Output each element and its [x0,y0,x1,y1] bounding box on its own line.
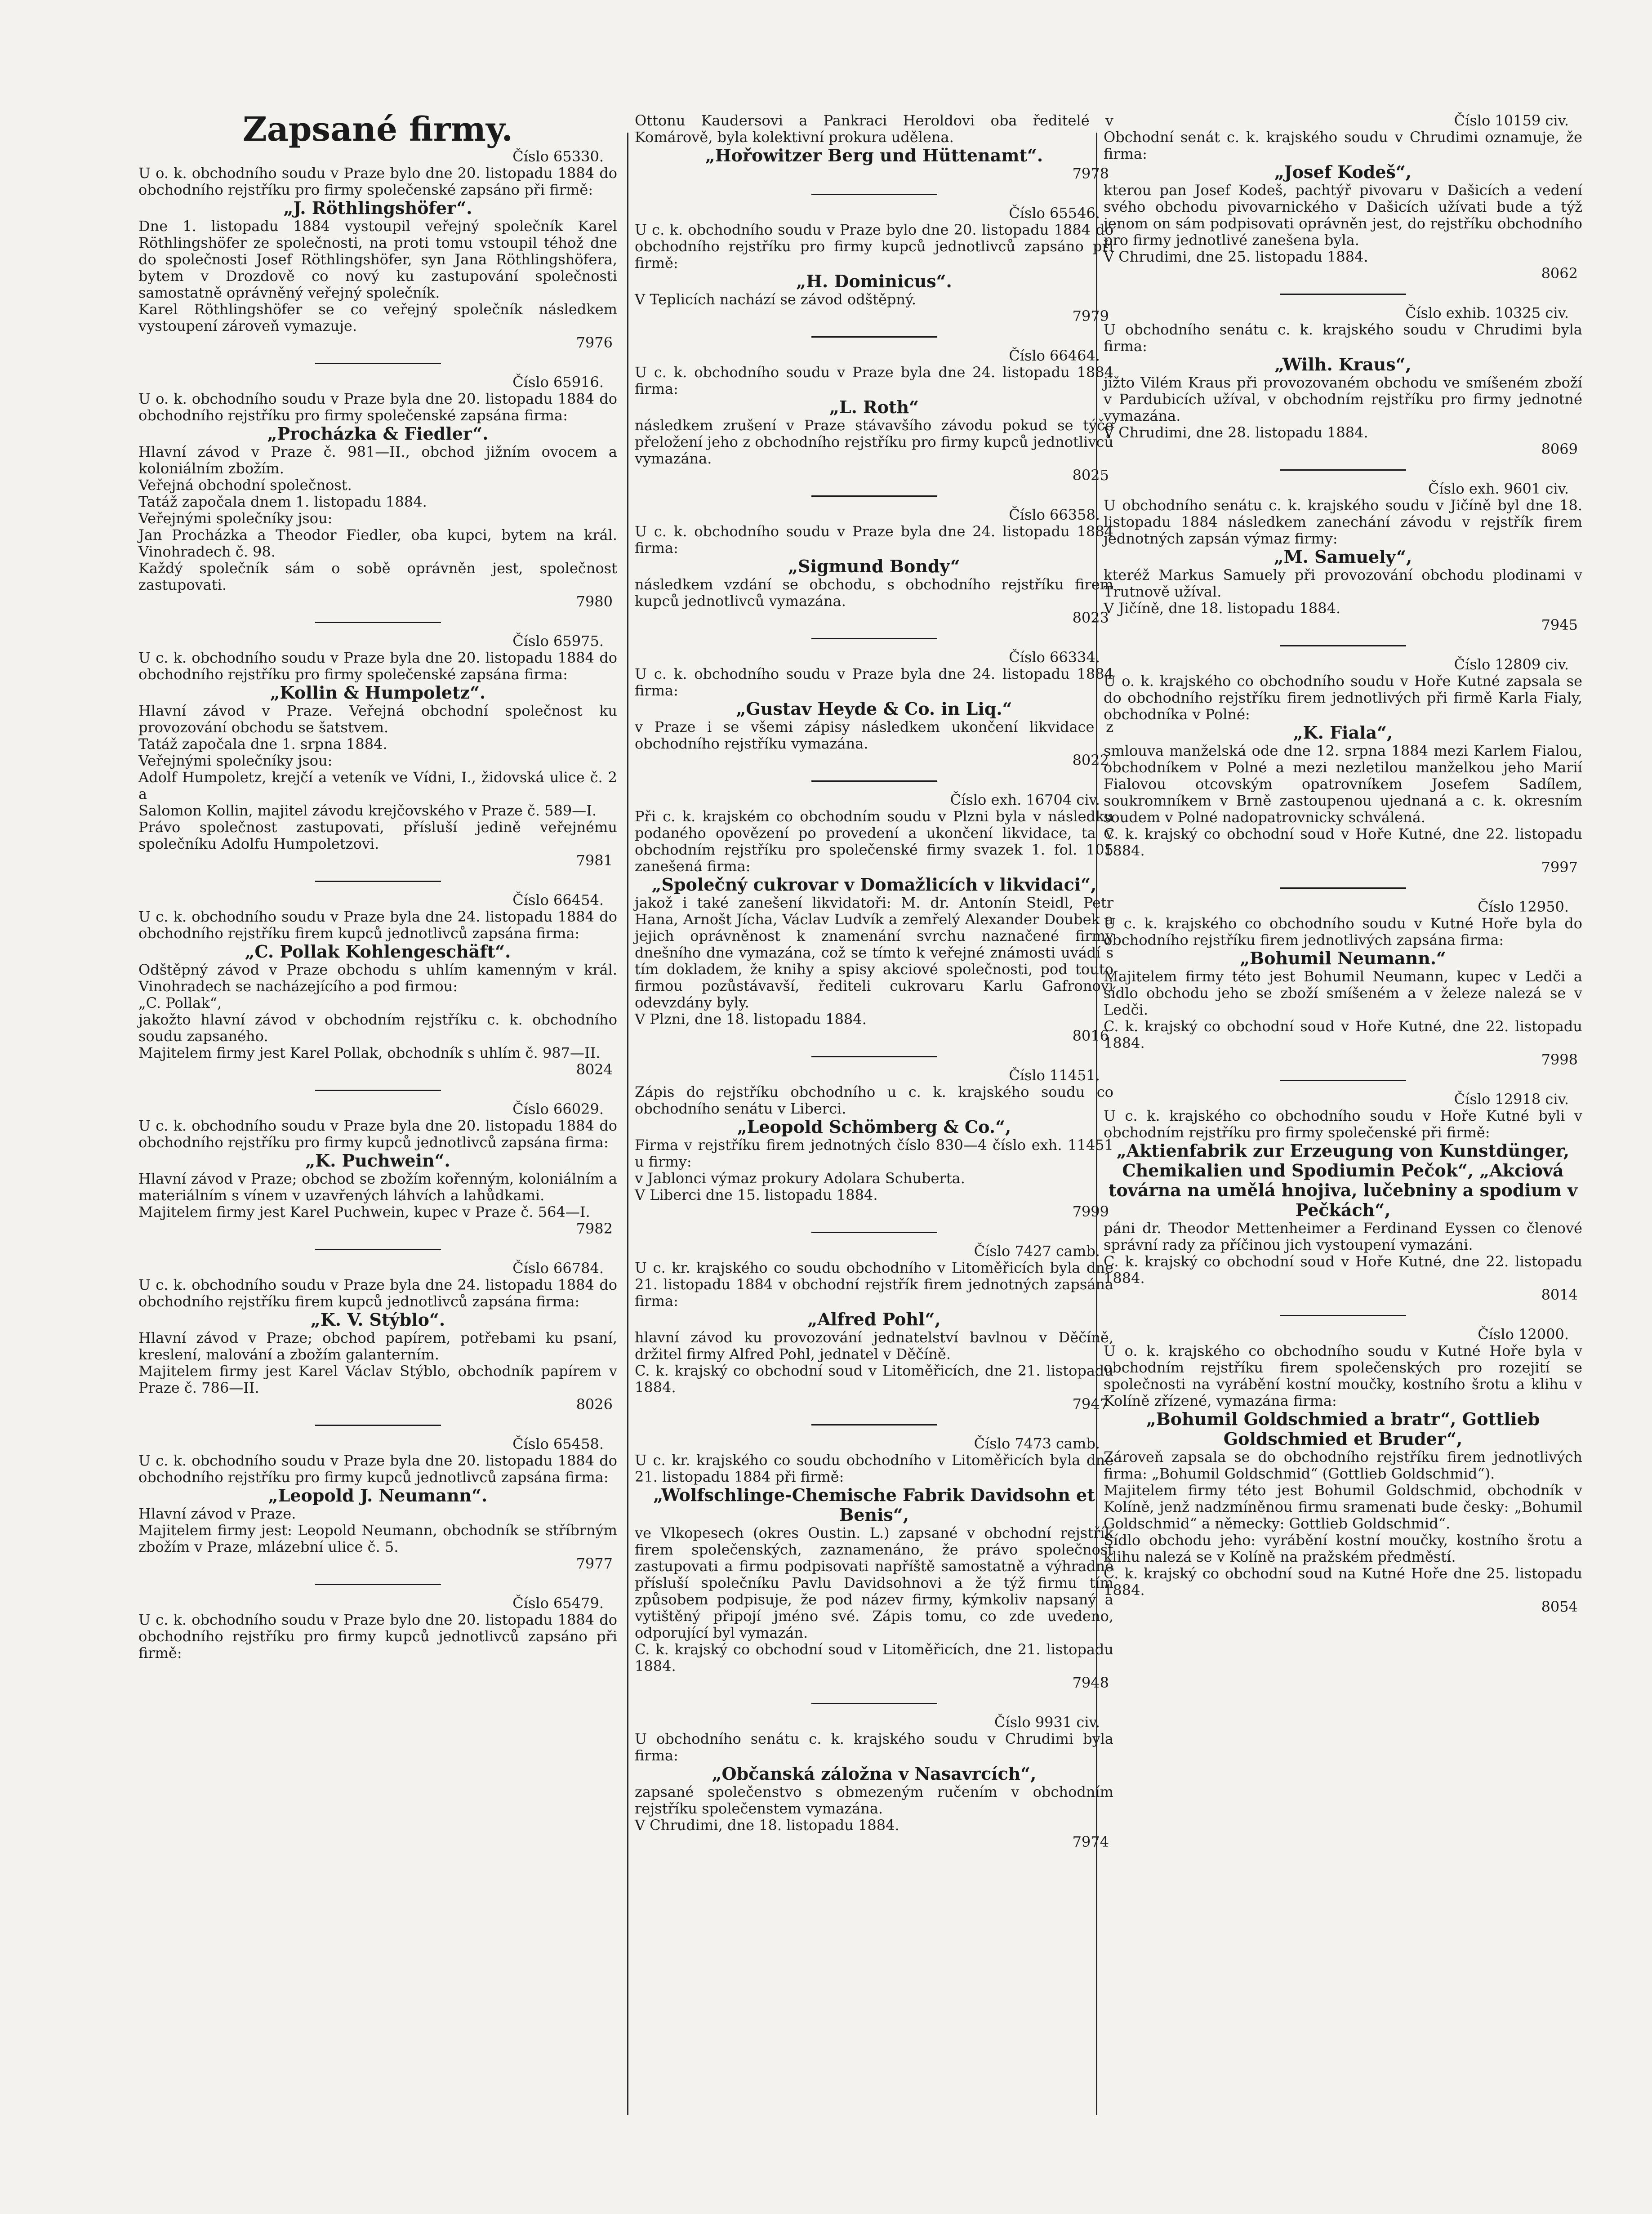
register-entry [635,1243,1113,1412]
entry-number: Číslo exhib. 10325 civ. [1405,304,1569,321]
entry-reference: 7981 [576,852,613,869]
firm-name: „K. Puchwein“. [305,1150,450,1171]
register-entry [635,507,1113,626]
entry-reference: 7948 [1072,1674,1109,1691]
entry-text: Hlavní závod v Praze. Veřejná obchodní společnost ku provozování obchodu se šatstvem. [138,702,617,736]
entry-separator [1280,469,1406,471]
entry-text: U c. k. obchodního soudu v Praze byla dne 20. listopadu 1884 do obchodního rejstříku pro firmy kupců jednotlivců zapsána firma: [138,1117,617,1151]
entry-text: zapsané společenstvo s obmezeným ručením v obchodním rejstříku společenstem vymazána. [635,1783,1113,1817]
entry-text: v Praze i se všemi zápisy následkem ukončení likvidace z obchodního rejstříku vymazána. [635,718,1113,752]
entry-reference: 7997 [1541,859,1578,876]
entry-text: V Teplicích nachází se závod odštěpný. [635,291,916,308]
firm-name: „K. Fiala“, [1293,722,1393,743]
entry-text: Veřejnými společníky jsou: [138,510,333,527]
entry-text: následkem vzdání se obchodu, s obchodního rejstříku firem kupců jednotlivců vymazána. [635,576,1113,610]
register-entry [138,1260,617,1413]
entry-separator [811,638,937,639]
entry-reference: 7979 [1072,307,1109,325]
entry-text: Majitelem firmy této jest Bohumil Neumann, kupec v Ledči a sídlo obchodu jeho se zboží smíšeném a v železe nalezá se v Ledči. [1104,968,1582,1018]
entry-text: Zápis do rejstříku obchodního u c. k. krajského soudu co obchodního senátu v Liberci. [635,1083,1113,1117]
entry-text: Tatáž započala dne 1. srpna 1884. [138,735,387,753]
entry-text: Obchodní senát c. k. krajského soudu v Chrudimi oznamuje, že firma: [1104,129,1582,162]
entry-separator [811,780,937,782]
entry-text: V Chrudimi, dne 28. listopadu 1884. [1104,424,1368,441]
entry-text: U c. k. obchodního soudu v Praze byla dne 24. listopadu 1884 firma: [635,665,1113,699]
entry-text: U o. k. krajského co obchodního soudu v Kutné Hoře byla v obchodním rejstříku firem společenských pro rozejití se společnosti na vyrábění kostní moučky, kostního šrotu a klihu v Kolíně zřízené, vymazána firma: [1104,1342,1582,1409]
entry-text: C. k. krajský co obchodní soud v Hoře Kutné, dne 22. listopadu 1884. [1104,825,1582,859]
entry-separator [1280,645,1406,646]
entry-reference: 8016 [1072,1027,1109,1044]
entry-number: Číslo 66454. [512,891,604,909]
entry-text: C. k. krajský co obchodní soud na Kutné Hoře dne 25. listopadu 1884. [1104,1565,1582,1599]
register-entry [635,1435,1113,1691]
entry-number: Číslo exh. 16704 civ. [950,791,1100,808]
entry-reference: 7998 [1541,1051,1578,1068]
entry-text: kterou pan Josef Kodeš, pachtýř pivovaru v Dašicích a vedení svého obchodu pivovarnického v Dašicích užívati bude a týž jenom on sám podpisovati oprávněn jest, do rejstříku obchodního pro firmy jednotlivé zanešena byla. [1104,182,1582,249]
entry-text: následkem zrušení v Praze stávavšího závodu pokud se týče přeložení jeho z obchodního rejstříku pro firmy kupců jednotlivců vymazána. [635,417,1113,467]
entry-text: U c. k. obchodního soudu v Praze bylo dne 20. listopadu 1884 do obchodního rejstříku pro firmy kupců jednotlivců zapsáno při firmě: [635,221,1113,272]
register-entry [1104,656,1582,876]
entry-number: Číslo 7473 camb. [974,1435,1100,1452]
entry-reference: 8022 [1072,752,1109,769]
entry-reference: 7977 [576,1555,613,1572]
entry-text: U c. k. obchodního soudu v Praze byla dne 24. listopadu 1884 firma: [635,364,1113,397]
entry-reference: 8026 [576,1396,613,1413]
entry-separator [811,495,937,497]
firm-name: „K. V. Stýblo“. [310,1310,445,1330]
entry-text: U obchodního senátu c. k. krajského soudu v Jičíně byl dne 18. listopadu 1884 následkem zanechání závodu v rejstřík firem jednotných zapsán výmaz firmy: [1104,497,1582,547]
entry-reference: 7980 [576,593,613,610]
entry-text: Hlavní závod v Praze č. 981—II., obchod jižním ovocem a koloniálním zbožím. [138,443,617,477]
entry-number: Číslo 65546. [1009,205,1100,222]
entry-text: Ottonu Kaudersovi a Pankraci Heroldovi oba ředitelé v Komárově, byla kolektivní prokura udělena. [635,112,1113,146]
entry-text: V Jičíně, dne 18. listopadu 1884. [1104,600,1341,617]
entry-reference: 8025 [1072,467,1109,484]
section-title: Zapsané firmy. [242,110,513,149]
entry-text: U c. k. obchodního soudu v Praze byla dne 24. listopadu 1884 firma: [635,523,1113,557]
register-entry [1104,1326,1582,1615]
entry-text: C. k. krajský co obchodní soud v Hoře Kutné, dne 22. listopadu 1884. [1104,1018,1582,1051]
entry-text: kteréž Markus Samuely při provozování obchodu plodinami v Trutnově užíval. [1104,566,1582,600]
firm-name: „Bohumil Goldschmied a bratr“, Gottlieb Goldschmied et Bruder“, [1146,1409,1540,1449]
register-entry [635,649,1113,769]
firm-name: „Kollin & Humpoletz“. [270,682,486,703]
register-entry [1104,1091,1582,1303]
entry-number: Číslo 65458. [512,1435,604,1452]
register-entry [635,1714,1113,1850]
entry-text: smlouva manželská ode dne 12. srpna 1884 mezi Karlem Fialou, obchodníkem v Polné a mezi nezletilou manželkou jeho Marií Fialovou otcovským opatrovníkem Josefem Sadílem, soukromníkem v Brně zastoupenou ujednaná a c. k. okresním soudem v Polné nadopatrovnicky schválená. [1104,742,1582,826]
entry-number: Číslo 66464. [1009,347,1100,364]
firm-name: „Procházka & Fiedler“. [267,423,489,444]
firm-name: „Gustav Heyde & Co. in Liq.“ [736,699,1012,719]
entry-text: Tatáž započala dnem 1. listopadu 1884. [138,493,427,510]
entry-text: páni dr. Theodor Mettenheimer a Ferdinand Eyssen co členové správní rady za příčinou jich vystoupení vymazáni. [1104,1220,1582,1253]
entry-text: V Liberci dne 15. listopadu 1884. [635,1186,878,1203]
entry-number: Číslo 11451. [1009,1067,1100,1084]
entry-text: Dne 1. listopadu 1884 vystoupil veřejný společník Karel Röthlingshöfer ze společnosti, na proti tomu vstoupil téhož dne do společnosti Josef Röthlingshöfer, syn Jana Röthlingshöfera, bytem v Drozdově co nový ku zastupování společnosti samostatně oprávněný veřejný společník. [138,218,617,301]
entry-number: Číslo 12000. [1478,1326,1569,1343]
entry-separator [315,1249,441,1250]
entry-reference: 7976 [576,334,613,351]
register-entry [1104,305,1582,458]
entry-text: U c. kr. krajského co soudu obchodního v Litoměřicích byla dne 21. listopadu 1884 při firmě: [635,1452,1113,1485]
entry-reference: 8014 [1541,1286,1578,1303]
entry-separator [1280,887,1406,889]
entry-text: U c. k. obchodního soudu v Praze byla dne 24. listopadu 1884 do obchodního rejstříku firem kupců jednotlivců zapsána firma: [138,908,617,942]
register-entry [635,205,1113,325]
entry-separator [315,1425,441,1426]
entry-separator [811,194,937,195]
entry-number: Číslo 66029. [512,1100,604,1118]
entry-text: U c. kr. krajského co soudu obchodního v Litoměřicích byla dne 21. listopadu 1884 v obchodní rejstřík firem jednotných zapsána firma: [635,1259,1113,1310]
register-entry [138,892,617,1078]
column-3 [1104,112,1582,1627]
entry-separator [315,622,441,623]
entry-text: V Chrudimi, dne 25. listopadu 1884. [1104,248,1368,265]
entry-text: Majitelem firmy této jest Bohumil Goldschmid, obchodník v Kolíně, jenž nadzmíněnou firmu sramenati bude česky: „Bohumil Goldschmid“ a německy: Gottlieb Goldschmid“. [1104,1482,1582,1532]
entry-text: Jan Procházka a Theodor Fiedler, oba kupci, bytem na král. Vinohradech č. 98. [138,526,617,560]
entry-number: Číslo 66784. [512,1260,604,1277]
entry-separator [811,1232,937,1233]
entry-text: Veřejná obchodní společnost. [138,477,352,494]
entry-text: U c. k. obchodního soudu v Praze bylo dne 20. listopadu 1884 do obchodního rejstříku pro firmy kupců jednotlivců zapsáno při firmě: [138,1611,617,1662]
entry-text: Majitelem firmy jest: Leopold Neumann, obchodník se stříbrným zbožím v Praze, mlázební ulice č. 5. [138,1522,617,1555]
entry-text: U c. k. krajského co obchodního soudu v Kutné Hoře byla do obchodního rejstříku firem jednotlivých zapsána firma: [1104,915,1582,949]
entry-reference: 8062 [1541,265,1578,282]
entry-separator [811,1703,937,1704]
entry-number: Číslo 65975. [512,633,604,650]
entry-reference: 7978 [1072,165,1109,182]
column-1 [138,148,617,1673]
entry-text: U c. k. obchodního soudu v Praze byla dne 24. listopadu 1884 do obchodního rejstříku firem kupců jednotlivců zapsána firma: [138,1276,617,1310]
entry-text: C. k. krajský co obchodní soud v Hoře Kutné, dne 22. listopadu 1884. [1104,1253,1582,1287]
firm-name: „L. Roth“ [829,397,919,417]
column-rule [627,133,628,2115]
firm-name: „Sigmund Bondy“ [788,556,960,576]
entry-text: U c. k. obchodního soudu v Praze byla dne 20. listopadu 1884 do obchodního rejstříku pro firmy kupců jednotlivců zapsána firma: [138,1452,617,1486]
entry-number: Číslo 12809 civ. [1454,656,1569,673]
section-title-wrap [138,111,617,147]
entry-text: Při c. k. krajském co obchodním soudu v Plzni byla v následku podaného opovězení po provedení a ukončení likvidace, ta v obchodním rejstříku pro společenské firmy svazek 1. fol. 105 zanešená firma: [635,808,1113,875]
firm-name: „J. Röthlingshöfer“. [283,198,472,218]
entry-text: V Plzni, dne 18. listopadu 1884. [635,1011,867,1028]
entry-separator [315,881,441,882]
firm-name: „Aktienfabrik zur Erzeugung von Kunstdünger, Chemikalien und Spodiumin Pečok“, „Akciová továrna na umělá hnojiva, lučebniny a spodium v Pečkách“, [1108,1140,1578,1220]
entry-reference: 7945 [1541,616,1578,633]
entry-text: V Chrudimi, dne 18. listopadu 1884. [635,1817,899,1834]
entry-text: Hlavní závod v Praze; obchod se zbožím kořenným, koloniálním a materiálním s vínem v uzavřených láhvích a lahůdkami. [138,1170,617,1204]
firm-name: „Josef Kodeš“, [1274,162,1412,182]
entry-text: C. k. krajský co obchodní soud v Litoměřicích, dne 21. listopadu 1884. [635,1362,1113,1396]
entry-text: jížto Vilém Kraus při provozovaném obchodu ve smíšeném zboží v Pardubicích užíval, v obchodním rejstříku pro firmy jednotné vymazána. [1104,374,1582,424]
register-entry [138,374,617,610]
entry-text: Adolf Humpoletz, krejčí a veteník ve Vídni, I., židovská ulice č. 2 a [138,769,617,802]
entry-text: U obchodního senátu c. k. krajského soudu v Chrudimi byla firma: [635,1730,1113,1764]
entry-text: Majitelem firmy jest Karel Pollak, obchodník s uhlím č. 987—II. [138,1044,601,1061]
register-entry [635,112,1113,182]
column-2 [635,112,1113,1862]
entry-text: ve Vlkopesech (okres Oustin. L.) zapsané v obchodní rejstřík firem společenských, zaznamenáno, že právo společnost zastupovati a firmu podpisovati napříště samostatně a výhradně přísluší společníku Pavlu Davidsohnovi a že týž firmu tím způsobem podpisuje, že pod název firmy, kýmkoliv napsaný a vytištěný připojí jméno své. Zápis tomu, co zde uvedeno, odporující byl vymazán. [635,1524,1113,1641]
register-entry [1104,481,1582,633]
entry-separator [811,336,937,338]
entry-reference: 8054 [1541,1598,1578,1615]
entry-text: Hlavní závod v Praze; obchod papírem, potřebami ku psaní, kreslení, malování a zbožím galanterním. [138,1329,617,1363]
entry-reference: 8023 [1072,609,1109,626]
entry-reference: 7974 [1072,1833,1109,1850]
entry-number: Číslo 65330. [512,148,604,165]
register-entry [138,1595,617,1662]
entry-separator [1280,1315,1406,1316]
entry-text: U c. k. obchodního soudu v Praze byla dne 20. listopadu 1884 do obchodního rejstříku pro firmy společenské zapsána firma: [138,649,617,683]
entry-number: Číslo 7427 camb. [974,1243,1100,1260]
register-entry [635,792,1113,1044]
entry-text: „C. Pollak“, [138,994,222,1011]
entry-number: Číslo 10159 civ. [1454,112,1569,129]
entry-text: Majitelem firmy jest Karel Václav Stýblo, obchodník papírem v Praze č. 786—II. [138,1363,617,1396]
entry-text: Hlavní závod v Praze. [138,1505,296,1522]
firm-name: „Občanská záložna v Nasavrcích“, [712,1764,1037,1784]
entry-number: Číslo 65479. [512,1595,604,1612]
entry-number: Číslo 12950. [1478,898,1569,915]
entry-reference: 8024 [576,1061,613,1078]
firm-name: „Společný cukrovar v Domažlicích v likvidaci“, [651,874,1097,895]
entry-text: U o. k. krajského co obchodního soudu v Hoře Kutné zapsala se do obchodního rejstříku firem jednotlivých při firmě Karla Fialy, obchodníka v Polné: [1104,673,1582,723]
entry-separator [811,1424,937,1426]
entry-text: Právo společnost zastupovati, přísluší jedině veřejnému společníku Adolfu Humpoletzovi. [138,819,617,852]
entry-separator [811,1056,937,1057]
entry-reference: 7947 [1072,1395,1109,1412]
entry-text: hlavní závod ku provozování jednatelství bavlnou v Děčíně, držitel firmy Alfred Pohl, jednatel v Děčíně. [635,1329,1113,1363]
entry-text: Salomon Kollin, majitel závodu krejčovského v Praze č. 589—I. [138,802,597,819]
entry-text: Majitelem firmy jest Karel Puchwein, kupec v Praze č. 564—I. [138,1203,590,1221]
entry-number: Číslo 66334. [1009,649,1100,666]
entry-text: Každý společník sám o sobě oprávněn jest, společnost zastupovati. [138,560,617,593]
entry-text: U o. k. obchodního soudu v Praze byla dne 20. listopadu 1884 do obchodního rejstříku pro firmy společenské zapsána firma: [138,390,617,424]
register-entry [635,1067,1113,1220]
register-entry [138,633,617,869]
entry-text: U obchodního senátu c. k. krajského soudu v Chrudimi byla firma: [1104,321,1582,355]
firm-name: „Bohumil Neumann.“ [1240,948,1446,968]
entry-separator [1280,294,1406,295]
firm-name: „Leopold Schömberg & Co.“, [737,1117,1011,1137]
entry-number: Číslo 66358. [1009,506,1100,523]
entry-text: Zároveň zapsala se do obchodního rejstříku firem jednotlivých firma: „Bohumil Goldschmid“ (Gottlieb Goldschmid“). [1104,1448,1582,1482]
register-entry [635,347,1113,484]
entry-text: Veřejnými společníky jsou: [138,752,333,769]
firm-name: „Wolfschlinge-Chemische Fabrik Davidsohn et Benis“, [653,1485,1095,1525]
entry-text: Sídlo obchodu jeho: vyrábění kostní moučky, kostního šrotu a klihu nalezá se v Kolíně na pražském předměstí. [1104,1532,1582,1565]
entry-text: U o. k. obchodního soudu v Praze bylo dne 20. listopadu 1884 do obchodního rejstříku pro firmy společenské zapsáno při firmě: [138,165,617,198]
entry-reference: 8069 [1541,441,1578,458]
register-entry [138,1436,617,1572]
entry-number: Číslo 65916. [512,374,604,391]
firm-name: „Leopold J. Neumann“. [268,1485,488,1506]
firm-name: „Alfred Pohl“, [807,1309,941,1329]
entry-number: Číslo exh. 9601 civ. [1428,480,1569,497]
entry-separator [315,1090,441,1091]
entry-text: jakož i také zanešení likvidatoři: M. dr. Antonín Steidl, Petr Hana, Arnošt Jícha, Václav Ludvík a zemřelý Alexander Doubek a jejich oprávněnost k znamenání svrchu naznačené firmy dnešního dne vymazána, což se tímto k veřejné známosti uvádí s tím dokladem, že knihy a spisy akciové společnosti, pod touto firmou pozůstávavší, řediteli cukrovaru Karlu Gafronovi odevzdány byly. [635,894,1113,1011]
register-entry [1104,112,1582,282]
entry-number: Číslo 12918 civ. [1454,1091,1569,1108]
entry-number: Číslo 9931 civ. [994,1714,1100,1731]
entry-separator [1280,1080,1406,1081]
entry-separator [315,1584,441,1585]
register-entry [138,1101,617,1237]
entry-text: Odštěpný závod v Praze obchodu s uhlím kamenným v král. Vinohradech se nacházejícího a pod firmou: [138,961,617,995]
entry-text: U c. k. krajského co obchodního soudu v Hoře Kutné byli v obchodním rejstříku pro firmy společenské při firmě: [1104,1107,1582,1141]
entry-text: Firma v rejstříku firem jednotných číslo 830—4 číslo exh. 11451 u firmy: [635,1136,1113,1170]
entry-text: jakožto hlavní závod v obchodním rejstříku c. k. obchodního soudu zapsaného. [138,1011,617,1045]
register-entry [1104,899,1582,1068]
firm-name: „Hořowitzer Berg und Hüttenamt“. [705,145,1043,165]
entry-text: v Jablonci výmaz prokury Adolara Schuberta. [635,1170,965,1187]
firm-name: „H. Dominicus“. [796,271,952,291]
firm-name: „Wilh. Kraus“, [1274,354,1412,374]
entry-reference: 7999 [1072,1203,1109,1220]
entry-text: Karel Röthlingshöfer se co veřejný společník následkem vystoupení zároveň vymazuje. [138,301,617,334]
entry-separator [315,363,441,364]
firm-name: „M. Samuely“, [1274,547,1412,567]
register-entry [138,148,617,351]
entry-text: C. k. krajský co obchodní soud v Litoměřicích, dne 21. listopadu 1884. [635,1641,1113,1675]
firm-name: „C. Pollak Kohlengeschäft“. [245,941,511,962]
entry-reference: 7982 [576,1220,613,1237]
